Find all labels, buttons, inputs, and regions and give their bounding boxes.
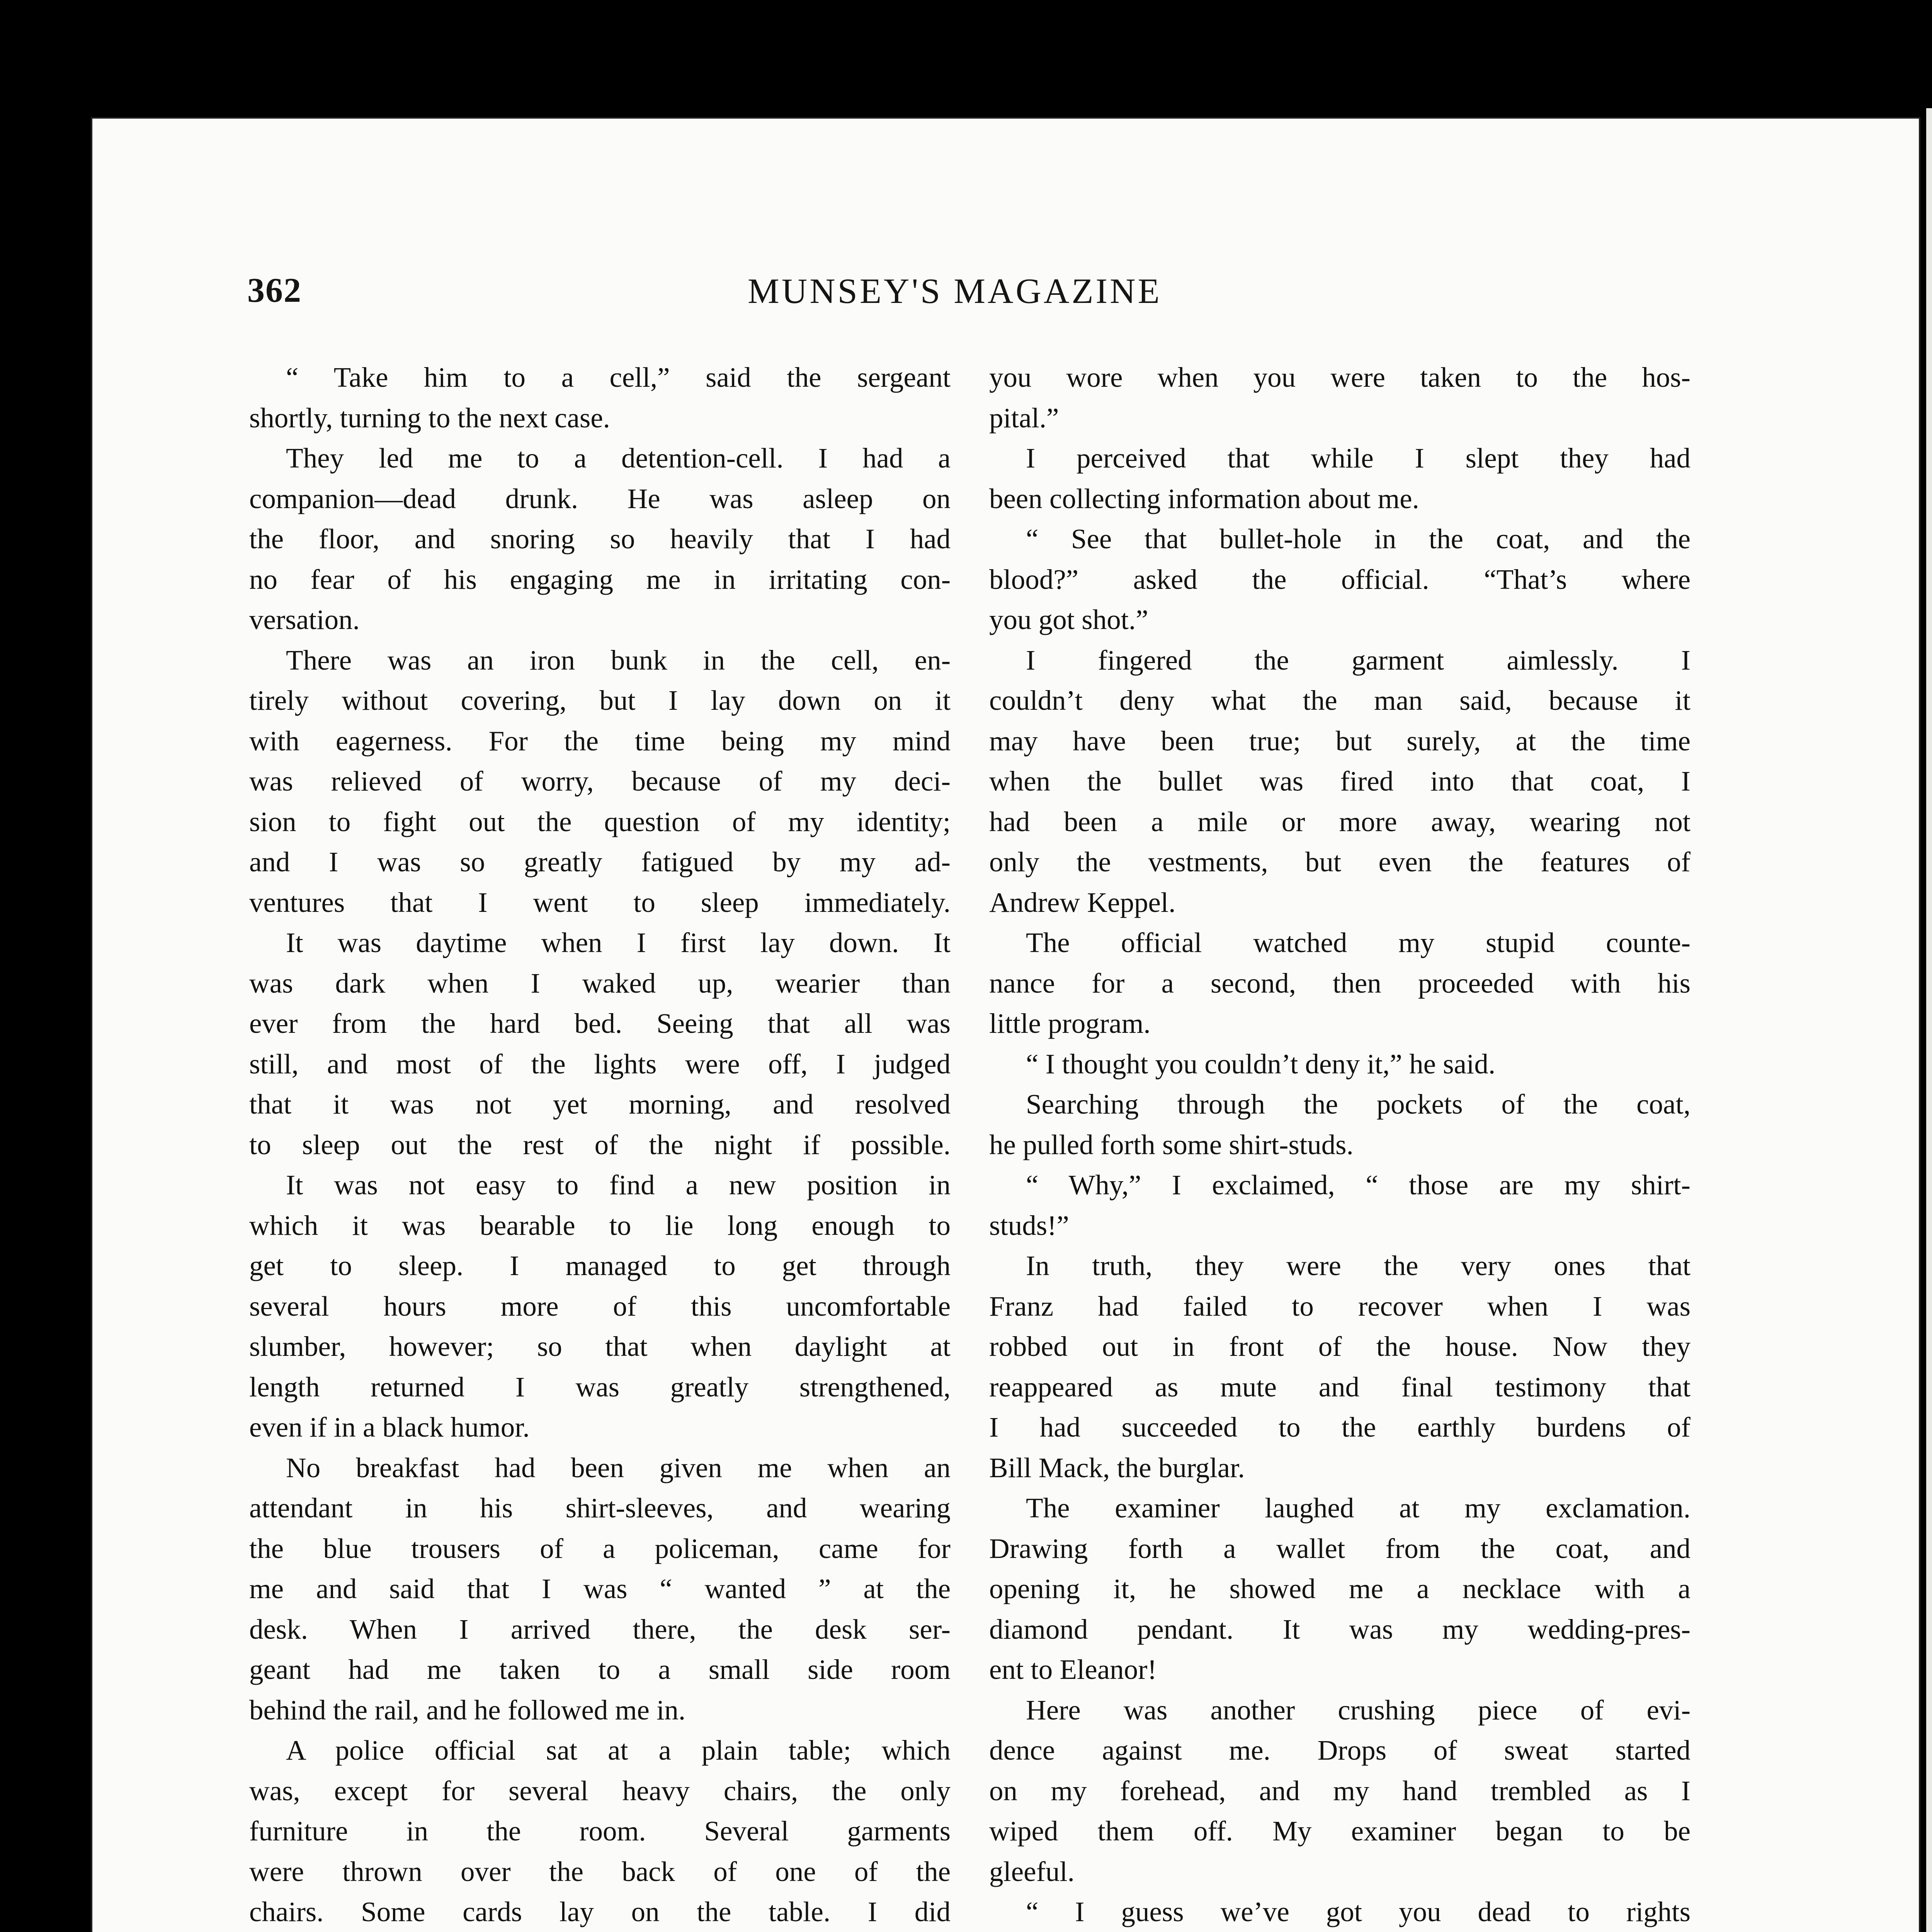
- text-line: were thrown over the back of one of the: [249, 1855, 951, 1887]
- text-line: pital.”: [989, 402, 1059, 434]
- text-line: he pulled forth some shirt-studs.: [989, 1129, 1354, 1160]
- text-line: Drawing forth a wallet from the coat, and: [989, 1532, 1690, 1564]
- right-text-column: [989, 357, 1690, 1932]
- text-line: versation.: [249, 604, 360, 635]
- text-line: No breakfast had been given me when an: [286, 1452, 951, 1483]
- text-line: tirely without covering, but I lay down on it: [249, 685, 951, 716]
- text-line: was dark when I waked up, wearier than: [249, 967, 951, 999]
- text-line: been collecting information about me.: [989, 483, 1419, 514]
- running-head: MUNSEY'S MAGAZINE: [748, 271, 1162, 311]
- text-line: several hours more of this uncomfortable: [249, 1290, 951, 1322]
- text-line: ever from the hard bed. Seeing that all was: [249, 1008, 951, 1039]
- text-line: me and said that I was “ wanted ” at the: [249, 1573, 951, 1604]
- text-line: attendant in his shirt-sleeves, and wearing: [249, 1492, 951, 1524]
- text-line: only the vestments, but even the features of: [989, 846, 1690, 878]
- text-line: studs!”: [989, 1209, 1069, 1241]
- text-line: In truth, they were the very ones that: [1026, 1250, 1690, 1281]
- text-line: ventures that I went to sleep immediately.: [249, 886, 951, 918]
- text-line: reappeared as mute and final testimony that: [989, 1371, 1690, 1403]
- text-line: when the bullet was fired into that coat, I: [989, 765, 1690, 797]
- text-line: wiped them off. My examiner began to be: [989, 1815, 1690, 1847]
- text-line: to sleep out the rest of the night if possible.: [249, 1129, 951, 1160]
- text-line: gleeful.: [989, 1855, 1075, 1887]
- text-line: blood?” asked the official. “That’s where: [989, 563, 1690, 595]
- text-line: length returned I was greatly strengthened,: [249, 1371, 951, 1403]
- text-line: you got shot.”: [989, 604, 1148, 635]
- text-line: geant had me taken to a small side room: [249, 1654, 951, 1685]
- text-line: on my forehead, and my hand trembled as I: [989, 1775, 1690, 1806]
- text-line: that it was not yet morning, and resolved: [249, 1088, 951, 1120]
- text-line: It was daytime when I first lay down. It: [286, 927, 951, 958]
- text-line: no fear of his engaging me in irritating con-: [249, 563, 951, 595]
- adjacent-page-edge: [1926, 108, 1932, 1932]
- text-line: and I was so greatly fatigued by my ad-: [249, 846, 951, 878]
- text-line: shortly, turning to the next case.: [249, 402, 610, 434]
- text-line: still, and most of the lights were off, I judged: [249, 1048, 951, 1080]
- text-line: “ I thought you couldn’t deny it,” he said.: [1026, 1048, 1496, 1080]
- text-line: I perceived that while I slept they had: [1026, 442, 1690, 474]
- text-line: I fingered the garment aimlessly. I: [1026, 644, 1690, 676]
- text-line: chairs. Some cards lay on the table. I did: [249, 1896, 951, 1927]
- text-line: may have been true; but surely, at the time: [989, 725, 1690, 757]
- text-line: ent to Eleanor!: [989, 1654, 1157, 1685]
- text-line: “ Why,” I exclaimed, “ those are my shirt-: [1026, 1169, 1690, 1201]
- text-line: the blue trousers of a policeman, came for: [249, 1532, 951, 1564]
- left-text-column: [249, 357, 951, 1932]
- text-line: desk. When I arrived there, the desk ser-: [249, 1613, 951, 1645]
- text-line: was relieved of worry, because of my deci-: [249, 765, 951, 797]
- text-line: behind the rail, and he followed me in.: [249, 1694, 686, 1726]
- text-line: Searching through the pockets of the coat,: [1026, 1088, 1690, 1120]
- text-line: Andrew Keppel.: [989, 886, 1176, 918]
- text-line: I had succeeded to the earthly burdens of: [989, 1412, 1690, 1443]
- text-line: “ See that bullet-hole in the coat, and the: [1026, 523, 1690, 554]
- text-line: couldn’t deny what the man said, because it: [989, 685, 1690, 716]
- text-line: Here was another crushing piece of evi-: [1026, 1694, 1690, 1726]
- text-line: had been a mile or more away, wearing not: [989, 806, 1690, 837]
- text-line: nance for a second, then proceeded with his: [989, 967, 1690, 999]
- text-line: companion—dead drunk. He was asleep on: [249, 483, 951, 514]
- text-line: dence against me. Drops of sweat started: [989, 1735, 1690, 1766]
- page-header: [247, 270, 1700, 325]
- text-line: with eagerness. For the time being my mind: [249, 725, 951, 757]
- text-line: was, except for several heavy chairs, the only: [249, 1775, 951, 1806]
- text-line: Bill Mack, the burglar.: [989, 1452, 1245, 1483]
- text-line: The examiner laughed at my exclamation.: [1026, 1492, 1690, 1524]
- text-line: furniture in the room. Several garments: [249, 1815, 951, 1847]
- text-line: “ Take him to a cell,” said the sergeant: [286, 362, 951, 393]
- text-line: even if in a black humor.: [249, 1412, 530, 1443]
- text-line: slumber, however; so that when daylight at: [249, 1331, 951, 1362]
- text-line: get to sleep. I managed to get through: [249, 1250, 951, 1281]
- text-line: you wore when you were taken to the hos-: [989, 362, 1690, 393]
- text-line: opening it, he showed me a necklace with a: [989, 1573, 1690, 1604]
- text-line: The official watched my stupid counte-: [1026, 927, 1690, 958]
- page-number: 362: [247, 271, 302, 310]
- text-line: There was an iron bunk in the cell, en-: [286, 644, 951, 676]
- text-line: They led me to a detention-cell. I had a: [286, 442, 951, 474]
- text-line: Franz had failed to recover when I was: [989, 1290, 1690, 1322]
- text-line: which it was bearable to lie long enough to: [249, 1209, 951, 1241]
- text-line: It was not easy to find a new position in: [286, 1169, 951, 1201]
- text-line: “ I guess we’ve got you dead to rights: [1026, 1896, 1690, 1927]
- text-line: sion to fight out the question of my identity;: [249, 806, 951, 837]
- text-line: little program.: [989, 1008, 1151, 1039]
- text-line: robbed out in front of the house. Now they: [989, 1331, 1690, 1362]
- text-line: diamond pendant. It was my wedding-pres-: [989, 1613, 1690, 1645]
- text-line: A police official sat at a plain table; which: [286, 1735, 951, 1766]
- text-line: the floor, and snoring so heavily that I had: [249, 523, 951, 554]
